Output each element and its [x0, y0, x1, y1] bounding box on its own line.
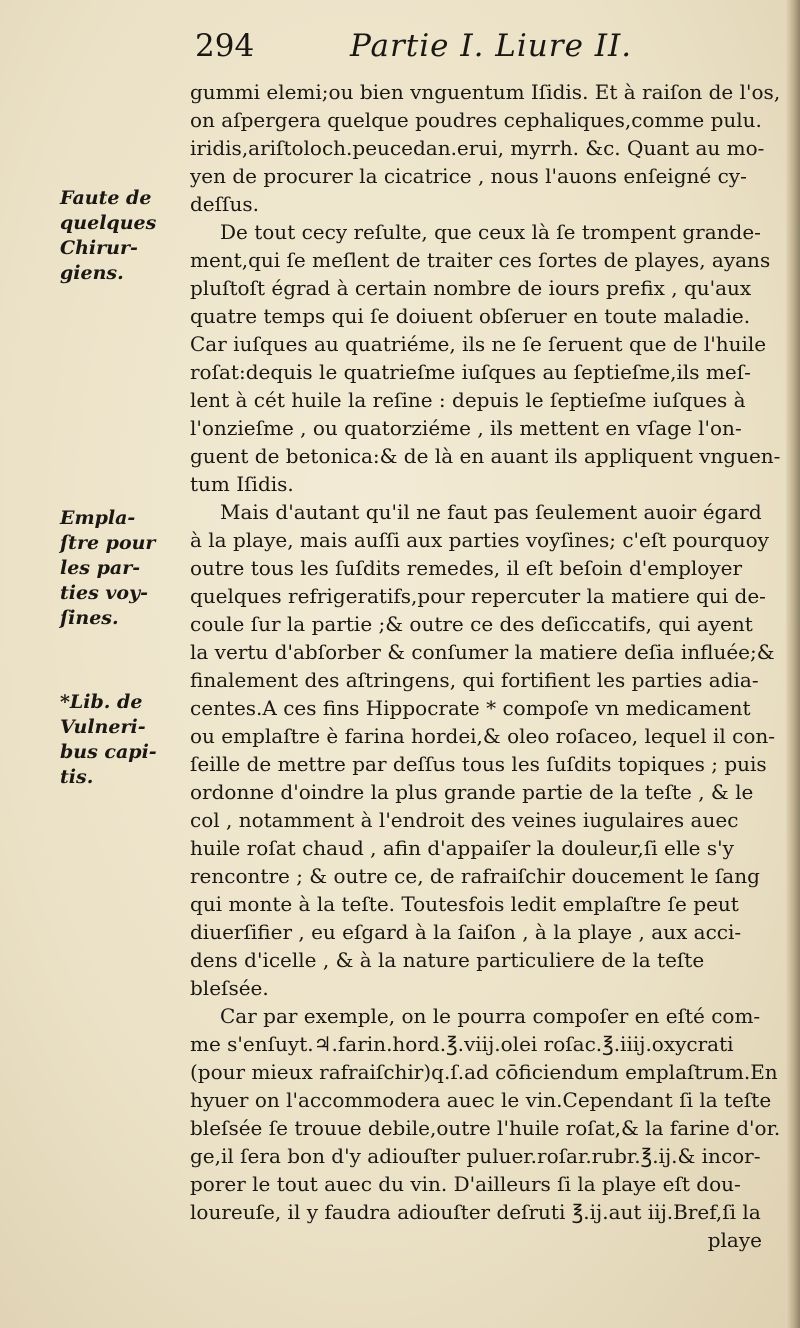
text-line: De tout cecy reſulte, que ceux là ſe trompent grande-: [220, 220, 761, 244]
margin-note-line: tis.: [60, 766, 94, 788]
margin-note: [60, 186, 178, 286]
text-line: outre tous les ſuſdits remedes, il eſt beſoin d'employer: [190, 556, 743, 580]
text-line: dens d'icelle , & à la nature particuliere de la teſte: [190, 948, 705, 972]
text-line: coule ſur la partie ;& outre ce des deſiccatifs, qui ayent: [190, 612, 753, 636]
margin-note-line: les par-: [60, 557, 141, 579]
text-line: col , notamment à l'endroit des veines iugulaires auec: [190, 808, 739, 832]
margin-note-line: quelques: [60, 212, 157, 234]
text-line: ou emplaſtre è farina hordei,& oleo roſaceo, lequel il con-: [190, 724, 775, 748]
text-line: Mais d'autant qu'il ne faut pas ſeulement auoir égard: [220, 500, 762, 524]
margin-note-line: Empla-: [60, 507, 136, 529]
text-line: yen de procurer la cicatrice , nous l'auons enſeigné cy-: [190, 164, 747, 188]
text-line: finalement des aſtringens, qui fortifient les parties adia-: [190, 668, 759, 692]
margin-note-line: ſines.: [60, 607, 119, 629]
page-number: 294: [195, 28, 255, 64]
text-line: l'onzieſme , ou quatorziéme , ils mettent en vſage l'on-: [190, 416, 742, 440]
margin-note-line: bus capi-: [60, 741, 157, 763]
text-line: (pour mieux rafraiſchir)q.ſ.ad cōficiendum emplaſtrum.En: [190, 1060, 778, 1084]
text-line: quelques refrigeratifs,pour repercuter la matiere qui de-: [190, 584, 766, 608]
text-line: la vertu d'abſorber & conſumer la matiere deſia influée;&: [190, 640, 775, 664]
text-line: bleſsée.: [190, 976, 269, 1000]
text-line: loureuſe, il y faudra adiouſter deſruti ℥.ij.aut iij.Bref,ſi la: [190, 1200, 761, 1224]
text-line: on aſpergera quelque poudres cephaliques,comme pulu.: [190, 108, 762, 132]
text-line: pluſtoſt égrad à certain nombre de iours prefix , qu'aux: [190, 276, 752, 300]
text-line: iridis,ariſtoloch.peucedan.erui, myrrh. &c. Quant au mo-: [190, 136, 765, 160]
page-edge: [786, 0, 800, 1328]
text-line: Car par exemple, on le pourra compoſer en eſté com-: [220, 1004, 761, 1028]
text-line: lent à cét huile la reſine : depuis le ſeptieſme iuſques à: [190, 388, 746, 412]
running-title: Partie I. Liure II.: [350, 28, 633, 64]
margin-note-line: Faute de: [60, 187, 152, 209]
text-line: ge,il ſera bon d'y adiouſter puluer.roſar.rubr.℥.ij.& incor-: [190, 1144, 761, 1168]
margin-note-line: Vulneri-: [60, 716, 146, 738]
text-line: tum Iſidis.: [190, 472, 294, 496]
margin-note-line: *Lib. de: [60, 691, 143, 713]
margin-note-line: giens.: [60, 262, 124, 284]
text-line: ment,qui ſe meſlent de traiter ces ſortes de playes, ayans: [190, 248, 771, 272]
text-line: quatre temps qui ſe doiuent obſeruer en toute maladie.: [190, 304, 751, 328]
margin-note-line: ties voy-: [60, 582, 149, 604]
text-line: diuerſifier , eu eſgard à la ſaiſon , à la playe , aux acci-: [190, 920, 742, 944]
text-line: bleſsée ſe trouue debile,outre l'huile roſat,& la farine d'or.: [190, 1116, 781, 1140]
text-line: roſat:dequis le quatrieſme iuſques au ſeptieſme,ils meſ-: [190, 360, 751, 384]
text-line: gummi elemi;ou bien vnguentum Iſidis. Et à raiſon de l'os,: [190, 80, 781, 104]
text-line: rencontre ; & outre ce, de rafraiſchir doucement le ſang: [190, 864, 760, 888]
text-line: hyuer on l'accommodera auec le vin.Cependant ſi la teſte: [190, 1088, 772, 1112]
text-line: ſeille de mettre par deſſus tous les ſuſdits topiques ; puis: [190, 752, 767, 776]
text-line: deſſus.: [190, 192, 259, 216]
text-line: me s'enſuyt.♃.farin.hord.℥.viij.olei roſac.℥.iiij.oxycrati: [190, 1032, 734, 1056]
text-line: à la playe, mais auſſi aux parties voyſines; c'eſt pourquoy: [190, 528, 769, 552]
text-line: ordonne d'oindre la plus grande partie de la teſte , & le: [190, 780, 754, 804]
margin-note-line: Chirur-: [60, 237, 138, 259]
text-line: guent de betonica:& de là en auant ils appliquent vnguen-: [190, 444, 781, 468]
text-line: huile roſat chaud , afin d'appaiſer la douleur,ſi elle s'y: [190, 836, 734, 860]
margin-note: [60, 506, 178, 631]
margin-note: [60, 690, 178, 790]
text-line: centes.A ces fins Hippocrate * compoſe vn medicament: [190, 696, 751, 720]
catchword: playe: [707, 1228, 762, 1252]
margin-note-line: ſtre pour: [60, 532, 156, 554]
text-line: Car iuſques au quatriéme, ils ne ſe ſeruent que de l'huile: [190, 332, 767, 356]
text-line: qui monte à la teſte. Toutesfois ledit emplaſtre ſe peut: [190, 892, 739, 916]
text-line: porer le tout auec du vin. D'ailleurs ſi la playe eſt dou-: [190, 1172, 741, 1196]
page-header: [195, 28, 755, 76]
